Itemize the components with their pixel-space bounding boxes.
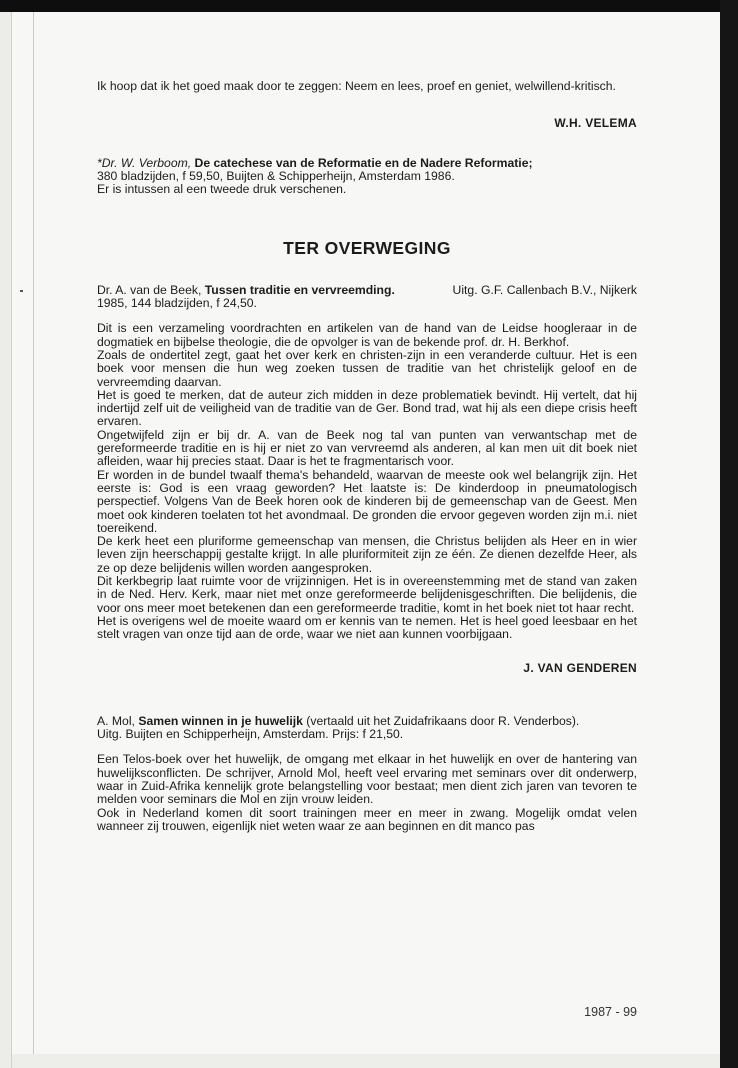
footnote [97, 157, 637, 197]
review1-paragraph: Er worden in de bundel twaalf thema's behandeld, waarvan de meeste ook wel belangrijk zijn. Het eerste is: God is een vraag geworden? Het laatste is: De kinderdoop in pneumatologisch perspectief. Volgens Van de Beek horen ook de kinderen bij de gemeenschap van de Geest. Men moet ook kinderen toelaten tot het avondmaal. De gronden die ervoor gegeven worden zijn m.i. niet toereikend. [97, 467, 637, 535]
review2-publication: Uitg. Buijten en Schipperheijn, Amsterdam. Prijs: f 21,50. [97, 727, 404, 742]
signature-velema: W.H. VELEMA [554, 116, 637, 131]
review1-body [97, 322, 637, 641]
review2-paragraph: Een Telos-boek over het huwelijk, de omgang met elkaar in het huwelijk en over de hantering van huwelijksconflicten. De schrijver, Arnold Mol, heeft veel ervaring met seminars over dit onderwerp, waar in Zuid-Afrika kennelijk grote belangstelling voor bestaat; men dient zich jaren van tevoren te melden voor seminars die Mol en zijn vrouw leiden. [97, 752, 637, 807]
review1-paragraph: Dit is een verzameling voordrachten en artikelen van de hand van de Leidse hoogleraar in de dogmatiek en bijbelse theologie, die de opvolger is van de bekende prof. dr. H. Berkhof. [97, 321, 637, 349]
binding-margin-line [33, 12, 34, 1068]
review2-header [97, 715, 637, 742]
review1-publication-line2: 1985, 144 bladzijden, f 24,50. [97, 296, 257, 311]
page-bottom-strip [12, 1054, 720, 1068]
intro-closing-line: Ik hoop dat ik het goed maak door te zeggen: Neem en lees, proef en geniet, welwillend-kritisch. [97, 79, 616, 93]
signature-van-genderen: J. VAN GENDEREN [523, 660, 637, 675]
review2-body [97, 753, 637, 833]
review1-paragraph: Dit kerkbegrip laat ruimte voor de vrijzinnigen. Het is in overeenstemming met de stand van zaken in de Ned. Herv. Kerk, maar niet met onze gereformeerde belijdenisgeschriften. Die belijdenis, die voor ons meer moet betekenen dan een gereformeerde traditie, komt in het boek niet tot haar recht. [97, 574, 637, 615]
review1-paragraph: Het is goed te merken, dat de auteur zich midden in deze problematiek bevindt. Hij vertelt, dat hij indertijd zelf uit de veiligheid van de traditie van de Ger. Bond trad, wat hij als een diepe crisis heeft ervaren. [97, 387, 637, 429]
footnote-author: *Dr. W. Verboom, [97, 155, 192, 170]
review1-paragraph: Het is overigens wel de moeite waard om er kennis van te nemen. Het is heel goed leesbaar en het stelt vragen van onze tijd aan de orde, waar we niet aan kunnen voorbijgaan. [97, 613, 637, 642]
footnote-publication: 380 bladzijden, f 59,50, Buijten & Schipperheijn, Amsterdam 1986. [97, 168, 455, 183]
footnote-note: Er is intussen al een tweede druk verschenen. [97, 182, 347, 197]
review1-title: Tussen traditie en vervreemding. [204, 282, 395, 297]
scan-right-border [720, 0, 738, 1068]
page-number: 1987 - 99 [584, 1005, 637, 1019]
article-content [97, 80, 637, 833]
review1-paragraph: De kerk heet een pluriforme gemeenschap van mensen, die Christus belijden als Heer en in wier leven zijn heerschappij gestalte krijgt. In alle pluriformiteit zijn ze één. Ze dienen dezelfde Heer, als ze op deze belijdenis willen worden aangesproken. [97, 534, 637, 575]
section-heading: TER OVERWEGING [283, 238, 451, 259]
review1-author: Dr. A. van de Beek, [97, 282, 202, 297]
review2-title: Samen winnen in je huwelijk [138, 713, 303, 728]
review2-paragraph: Ook in Nederland komen dit soort trainingen meer en meer in zwang. Mogelijk omdat velen wanneer zij trouwen, eigenlijk niet weten waar ze aan beginnen en dit manco pas [97, 805, 637, 833]
review1-paragraph: Zoals de ondertitel zegt, gaat het over kerk en christen-zijn in een veranderde cultuur. Het is een boek voor mensen die hun weg zoeken tussen de traditie van het christelijk geloof en de vervreemding daarvan. [97, 347, 637, 389]
review1-publication-line1: Uitg. G.F. Callenbach B.V., Nijkerk [452, 282, 637, 297]
page-left-edge [0, 12, 12, 1068]
review2-author: A. Mol, [97, 713, 135, 728]
review2-translation: (vertaald uit het Zuidafrikaans door R. Venderbos). [306, 713, 580, 728]
review1-header [97, 284, 637, 311]
footnote-title: De catechese van de Reformatie en de Nadere Reformatie; [194, 155, 533, 170]
margin-mark [20, 290, 23, 292]
review1-paragraph: Ongetwijfeld zijn er bij dr. A. van de Beek nog tal van punten van verwantschap met de gereformeerde traditie en is hij er niet zo van vervreemd als anderen, al kan men uit dit boek niet afleiden, waar hij precies staat. Daar is het te fragmentarisch voor. [97, 427, 637, 469]
